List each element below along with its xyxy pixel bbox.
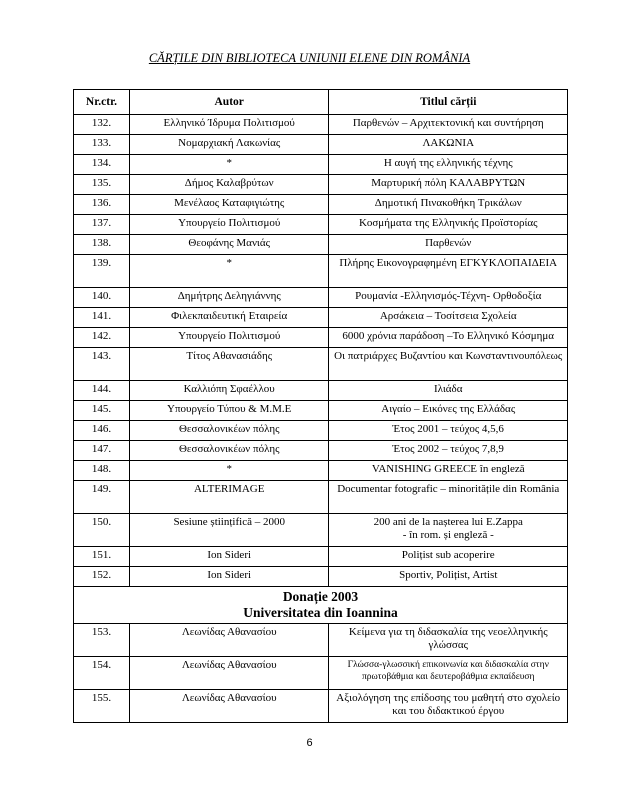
cell-nr: 146.	[74, 421, 130, 441]
donation-line2: Universitatea din Ioannina	[243, 605, 398, 620]
table-row	[74, 328, 568, 348]
cell-nr: 152.	[74, 567, 130, 587]
cell-nr: 132.	[74, 115, 130, 135]
cell-nr: 143.	[74, 348, 130, 381]
cell-autor: Φιλεκπαιδευτική Εταιρεία	[129, 308, 329, 328]
cell-autor: Ion Sideri	[129, 547, 329, 567]
cell-autor: Υπουργείο Πολιτισμού	[129, 328, 329, 348]
cell-nr: 155.	[74, 690, 130, 723]
cell-titlu: Αρσάκεια – Τοσίτσεια Σχολεία	[329, 308, 568, 328]
table-row	[74, 441, 568, 461]
table-row	[74, 175, 568, 195]
cell-titlu: Αξιολόγηση της επίδοσης του μαθητή στο σχολείο και του διδακτικού έργου	[329, 690, 568, 723]
cell-titlu: Sportiv, Polițist, Artist	[329, 567, 568, 587]
cell-nr: 137.	[74, 215, 130, 235]
cell-autor: Υπουργείο Πολιτισμού	[129, 215, 329, 235]
cell-autor: Τίτος Αθανασιάδης	[129, 348, 329, 381]
cell-nr: 151.	[74, 547, 130, 567]
cell-nr: 145.	[74, 401, 130, 421]
table-row	[74, 567, 568, 587]
column-header-titlu: Titlul cărții	[329, 90, 568, 115]
cell-titlu: Κείμενα για τη διδασκαλία της νεοελληνικής γλώσσας	[329, 624, 568, 657]
cell-nr: 134.	[74, 155, 130, 175]
cell-titlu: 200 ani de la nașterea lui E.Zappa - în rom. și engleză -	[329, 514, 568, 547]
cell-nr: 141.	[74, 308, 130, 328]
table-row	[74, 288, 568, 308]
table-row	[74, 115, 568, 135]
cell-autor: Sesiune științifică – 2000	[129, 514, 329, 547]
cell-autor: Ion Sideri	[129, 567, 329, 587]
table-row	[74, 381, 568, 401]
cell-autor: *	[129, 461, 329, 481]
cell-titlu: Ρουμανία -Ελληνισμός-Τέχνη- Ορθοδοξία	[329, 288, 568, 308]
cell-autor: Θεσσαλονικέων πόλης	[129, 441, 329, 461]
cell-titlu: Polițist sub acoperire	[329, 547, 568, 567]
cell-nr: 150.	[74, 514, 130, 547]
table-row	[74, 235, 568, 255]
table-row	[74, 255, 568, 288]
cell-autor: Δημήτρης Δεληγιάννης	[129, 288, 329, 308]
cell-titlu: Ιλιάδα	[329, 381, 568, 401]
cell-titlu: Γλώσσα-γλωσσική επικοινωνία και διδασκαλία στην πρωτοβάθμια και δευτεροβάθμια εκπαίδευση	[329, 657, 568, 690]
table-row	[74, 155, 568, 175]
cell-autor: Ελληνικό Ίδρυμα Πολιτισμού	[129, 115, 329, 135]
table-row	[74, 690, 568, 723]
cell-nr: 154.	[74, 657, 130, 690]
table-row	[74, 348, 568, 381]
cell-nr: 153.	[74, 624, 130, 657]
table-row	[74, 308, 568, 328]
cell-titlu: Έτος 2001 – τεύχος 4,5,6	[329, 421, 568, 441]
cell-titlu: Κοσμήματα της Ελληνικής Προϊστορίας	[329, 215, 568, 235]
cell-titlu: Μαρτυρική πόλη ΚΑΛΑΒΡΥΤΩΝ	[329, 175, 568, 195]
column-header-nr: Nr.ctr.	[74, 90, 130, 115]
cell-titlu: 6000 χρόνια παράδοση –Το Ελληνικό Κόσμημα	[329, 328, 568, 348]
cell-autor: Λεωνίδας Αθανασίου	[129, 624, 329, 657]
cell-autor: ALTERIMAGE	[129, 481, 329, 514]
cell-autor: Υπουργείο Τύπου & Μ.Μ.Ε	[129, 401, 329, 421]
books-table	[73, 89, 568, 723]
cell-titlu: Παρθενών – Αρχιτεκτονική και συντήρηση	[329, 115, 568, 135]
cell-autor: Θεοφάνης Μανιάς	[129, 235, 329, 255]
cell-titlu: Έτος 2002 – τεύχος 7,8,9	[329, 441, 568, 461]
cell-nr: 136.	[74, 195, 130, 215]
cell-autor: Μενέλαος Καταφιγιώτης	[129, 195, 329, 215]
cell-nr: 133.	[74, 135, 130, 155]
cell-autor: Νομαρχιακή Λακωνίας	[129, 135, 329, 155]
books-table-body	[74, 115, 568, 723]
table-row	[74, 135, 568, 155]
cell-titlu: VANISHING GREECE în engleză	[329, 461, 568, 481]
cell-nr: 149.	[74, 481, 130, 514]
cell-titlu: Παρθενών	[329, 235, 568, 255]
table-row	[74, 547, 568, 567]
table-row	[74, 624, 568, 657]
cell-nr: 148.	[74, 461, 130, 481]
cell-titlu: ΛΑΚΩΝΙΑ	[329, 135, 568, 155]
table-row	[74, 215, 568, 235]
table-row	[74, 514, 568, 547]
cell-nr: 140.	[74, 288, 130, 308]
donation-heading	[74, 587, 568, 624]
cell-titlu: Πλήρης Εικονογραφημένη ΕΓΚΥΚΛΟΠΑΙΔΕΙΑ	[329, 255, 568, 288]
cell-titlu: Documentar fotografic – minoritățile din România	[329, 481, 568, 514]
table-header-row	[74, 90, 568, 115]
cell-nr: 135.	[74, 175, 130, 195]
donation-line1: Donație 2003	[282, 589, 359, 604]
cell-titlu: Αιγαίο – Εικόνες της Ελλάδας	[329, 401, 568, 421]
cell-autor: Λεωνίδας Αθανασίου	[129, 657, 329, 690]
cell-autor: Θεσσαλονικέων πόλης	[129, 421, 329, 441]
page-number: 6	[306, 737, 313, 749]
table-row	[74, 421, 568, 441]
cell-autor: Λεωνίδας Αθανασίου	[129, 690, 329, 723]
cell-nr: 139.	[74, 255, 130, 288]
cell-titlu: Δημοτική Πινακοθήκη Τρικάλων	[329, 195, 568, 215]
table-row	[74, 195, 568, 215]
cell-autor: *	[129, 155, 329, 175]
cell-nr: 147.	[74, 441, 130, 461]
table-row	[74, 657, 568, 690]
column-header-autor: Autor	[129, 90, 329, 115]
cell-nr: 142.	[74, 328, 130, 348]
cell-autor: Καλλιόπη Σφαέλλου	[129, 381, 329, 401]
table-row	[74, 481, 568, 514]
cell-titlu: Η αυγή της ελληνικής τέχνης	[329, 155, 568, 175]
cell-autor: *	[129, 255, 329, 288]
cell-autor: Δήμος Καλαβρύτων	[129, 175, 329, 195]
cell-titlu: Οι πατριάρχες Βυζαντίου και Κωνσταντινουπόλεως	[329, 348, 568, 381]
table-row	[74, 401, 568, 421]
cell-nr: 138.	[74, 235, 130, 255]
page-header: CĂRȚILE DIN BIBLIOTECA UNIUNII ELENE DIN ROMÂNIA	[148, 51, 471, 65]
table-row	[74, 461, 568, 481]
donation-row	[74, 587, 568, 624]
cell-nr: 144.	[74, 381, 130, 401]
